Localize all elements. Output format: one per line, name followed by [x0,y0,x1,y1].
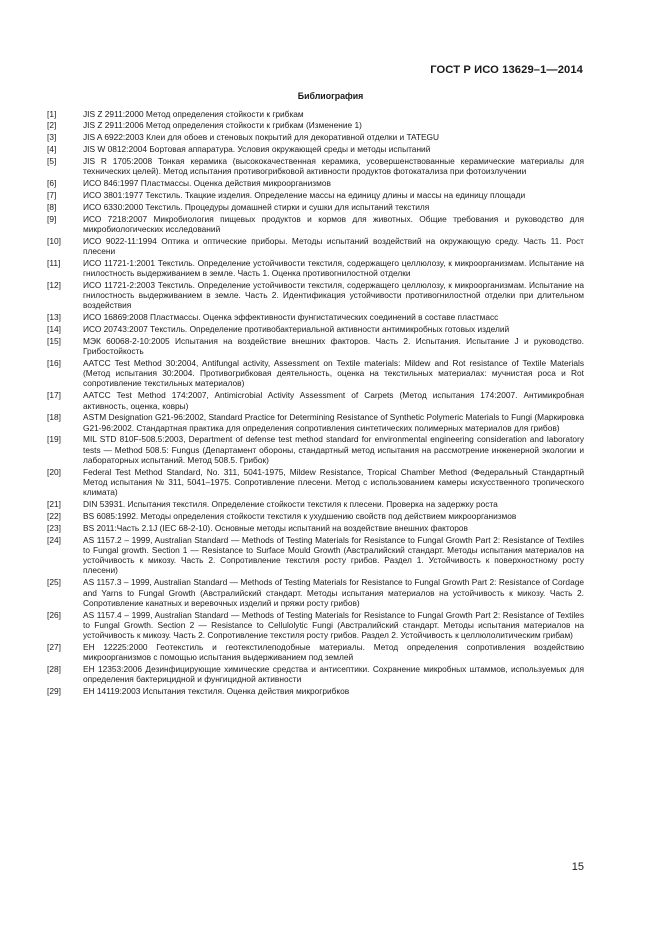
bibliography-entry [47,132,584,142]
entry-number: [6] [47,177,57,188]
entry-text: ИСО 7218:2007 Микробиология пищевых продуктов и кормов для животных. Общие требования и руководство для микробиологических исследований [83,213,584,234]
bibliography-entry [47,642,584,663]
entry-text: DIN 53931. Испытания текстиля. Определение стойкости текстиля к плесени. Проверка на задержку роста [83,499,498,510]
bibliography-entry [47,499,584,509]
bibliography-entry [47,610,584,641]
entry-number: [22] [47,510,61,521]
bibliography-entry [47,190,584,200]
entry-text: AS 1157.2 – 1999, Australian Standard — Methods of Testing Materials for Resistance to Fungal Growth Part 2: Resistance of Textiles to Fungal growth. Section 1 — Resistance to Surface Mould Growth (Австралийский стандарт. Методы испытания материалов на устойчивость к микозу. Часть 2. Сопротивление текстиля росту грибов. Раздел 1. Устойчивость к поверхностному росту плесени) [83,534,584,576]
entry-text: BS 6085:1992. Методы определения стойкости текстиля к ухудшению свойств под действием микроорганизмов [83,510,517,521]
entry-number: [16] [47,357,61,368]
entry-text: EH 12353:2006 Дезинфицирующие химические средства и антисептики. Сохранение микробных штаммов, используемых для определения бактерицидной и фунгицидной активности [83,664,584,685]
entry-number: [4] [47,144,57,155]
bibliography-entry [47,258,584,279]
entry-text: Federal Test Method Standard, No. 311, 5041-1975, Mildew Resistance, Tropical Chamber Method (Федеральный Стандартный Метод испытания № 311, 5041–1975. Сопротивление плесени. Метод с использованием камеры искусственного тропического климата) [83,466,584,498]
bibliography-entry [47,511,584,521]
entry-number: [5] [47,155,57,166]
entry-number: [15] [47,335,61,346]
entry-number: [17] [47,390,61,401]
document-header-standard: ГОСТ Р ИСО 13629–1—2014 [430,64,583,76]
entry-text: ИСО 3801:1977 Текстиль. Ткацкие изделия. Определение массы на единицу длины и массы на единицу площади [83,189,526,200]
bibliography-entry [47,686,584,696]
bibliography-entry [47,144,584,154]
entry-number: [13] [47,312,61,323]
bibliography-entry [47,324,584,334]
bibliography-entry [47,664,584,685]
entry-text: BS 2011:Часть 2.1J (IEC 68-2-10). Основные методы испытаний на воздействие внешних факторов [83,522,468,533]
entry-number: [24] [47,534,61,545]
entry-text: ASTM Designation G21-96:2002, Standard Practice for Determining Resistance of Synthetic Polymeric Materials to Fungi (Маркировка G21-96:2002. Стандартная практика для определения сопротивления синтетических полимерных материалов для грибов) [83,412,584,433]
entry-text: MIL STD 810F-508.5:2003, Department of defense test method standard for environmental engineering consideration and laboratory tests — Method 508.5: Fungus (Департамент обороны, стандартный метод испытания на рассмотрение инженерной экологии и лабораторных испытаний. Метод 508.5. Грибок) [83,434,584,465]
bibliography-entry [47,467,584,498]
bibliography-entry [47,280,584,311]
entry-number: [10] [47,235,61,246]
entry-number: [11] [47,257,61,268]
entry-number: [14] [47,323,61,334]
entry-text: МЭК 60068-2-10:2005 Испытания на воздействие внешних факторов. Часть 2. Испытания. Испытание J и руководство. Грибостойкость [83,335,584,357]
entry-text: JIS R 1705:2008 Тонкая керамика (высококачественная керамика, усовершенствованные керамические материалы для технических целей). Метод испытания противогрибковой активности продуктов фотокатализа при фотоизлучении [83,155,584,177]
bibliography-entry [47,390,584,411]
bibliography-entry [47,120,584,130]
entry-number: [2] [47,120,57,131]
entry-number: [29] [47,686,61,697]
entry-text: AS 1157.3 – 1999, Australian Standard — Methods of Testing Materials for Resistance to Fungal Growth Part 2: Resistance of Cordage and Yarns to Fungal Growth (Австралийский стандарт. Методы испытания материалов на устойчивость к микозу. Часть 2. Сопротивление канатных и веревочных изделий и пряжи росту грибов) [83,577,584,608]
entry-number: [21] [47,499,61,510]
entry-number: [26] [47,609,61,620]
entry-text: ИСО 9022-11:1994 Оптика и оптические приборы. Методы испытаний воздействий на окружающую среду. Часть 11. Рост плесени [83,235,584,256]
bibliography-entry [47,412,584,433]
entry-text: ИСО 846:1997 Пластмассы. Оценка действия микроорганизмов [83,177,331,188]
entry-number: [19] [47,434,61,445]
bibliography-entry [47,214,584,235]
section-title: Библиография [297,91,364,101]
entry-text: JIS W 0812:2004 Бортовая аппаратура. Условия окружающей среды и методы испытаний [83,144,431,155]
entry-number: [23] [47,522,61,533]
bibliography-entry [47,535,584,576]
entry-number: [9] [47,213,57,224]
entry-number: [18] [47,412,61,423]
entry-number: [28] [47,664,61,675]
entry-text: ИСО 11721-1:2001 Текстиль. Определение устойчивости текстиля, содержащего целлюлозу, к микроорганизмам. Испытание на гнилостность выдерживанием в земле. Часть 1. Оценка противогнилостной отделки [83,257,584,278]
bibliography-entry [47,577,584,608]
entry-number: [1] [47,108,57,119]
entry-number: [20] [47,466,61,477]
entry-number: [3] [47,132,57,143]
entry-text: JIS Z 2911:2006 Метод определения стойкости к грибкам (Изменение 1) [83,120,362,131]
bibliography-entry [47,236,584,257]
entry-number: [25] [47,577,61,588]
bibliography-entry [47,358,584,389]
entry-text: AATCC Test Method 30:2004, Antifungal activity, Assessment on Textile materials: Mildew and Rot resistance of Textile Materials (Метод испытания 30:2004. Противогрибковая деятельность, оценка на текстильных материалах: мучнистая роса и Rot сопротивление текстильных материалов) [83,357,584,389]
entry-text: JIS A 6922:2003 Клеи для обоев и стеновых покрытий для декоративной отделки и TATEGU [83,132,440,143]
entry-text: ИСО 16869:2008 Пластмассы. Оценка эффективности фунгистатических соединений в составе пластмасс [83,312,499,323]
entry-text: ИСО 6330:2000 Текстиль. Процедуры домашней стирки и сушки для испытаний текстиля [83,201,430,212]
bibliography-entry [47,109,584,119]
bibliography-entry [47,312,584,322]
entry-text: EH 12225:2000 Геотекстиль и геотекстилеподобные материалы. Метод определения сопротивления воздействию микроорганизмов с помощью испытания выдерживанием под землей [83,641,584,663]
entry-text: EH 14119:2003 Испытания текстиля. Оценка действия микрогрибков [83,686,350,697]
bibliography-entry [47,336,584,357]
bibliography-entry [47,434,584,465]
bibliography-entry [47,156,584,177]
entry-number: [27] [47,641,61,652]
bibliography-entry [47,178,584,188]
bibliography-entry [47,523,584,533]
entry-text: JIS Z 2911:2000 Метод определения стойкости к грибкам [83,108,304,119]
entry-text: AS 1157.4 – 1999, Australian Standard — Methods of Testing Materials for Resistance to Fungal Growth Part 2: Resistance of Textiles to Fungal Growth. Section 2 — Resistance to Cellulolytic Fungi (Австралийский стандарт. Методы испытания материалов на устойчивость к микозу. Часть 2. Сопротивление текстиля росту грибов. Раздел 2. Устойчивость к целлюлолитическим грибам) [83,609,584,641]
bibliography-list [47,109,584,698]
entry-text: ИСО 11721-2:2003 Текстиль. Определение устойчивости текстиля, содержащего целлюлозу, к микроорганизмам. Испытание на гнилостность выдерживанием в земле. Часть 2. Идентификация устойчивости противогнилостной отделки при длительном воздействия [83,279,584,311]
page-number: 15 [571,861,584,873]
entry-text: ИСО 20743:2007 Текстиль. Определение противобактериальной активности антимикробных готовых изделий [83,323,510,334]
entry-number: [12] [47,279,61,290]
entry-number: [7] [47,189,57,200]
bibliography-entry [47,202,584,212]
entry-text: AATCC Test Method 174:2007, Antimicrobial Activity Assessment of Carpets (Метод испытания 174:2007. Антимикробная активность, оценка, ковры) [83,390,584,411]
entry-number: [8] [47,201,57,212]
